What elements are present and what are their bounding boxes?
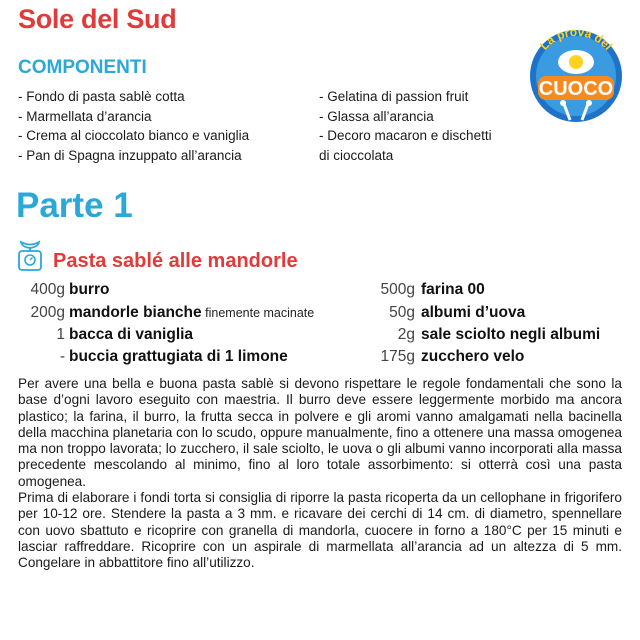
ingredient-name: sale sciolto negli albumi <box>421 326 601 343</box>
ingredient-qty: 2g <box>397 326 415 343</box>
kitchen-scale-icon <box>16 238 44 272</box>
ingredient-qty: 1 <box>56 326 65 343</box>
component-item: - Crema al cioccolato bianco e vaniglia <box>18 128 250 143</box>
component-item: - Glassa all’arancia <box>319 108 434 124</box>
components-heading: COMPONENTI <box>18 57 147 78</box>
ingredient-row <box>360 301 640 325</box>
ingredient-name: zucchero velo <box>421 348 525 365</box>
instructions-paragraph: Prima di elaborare i fondi torta si consiglia di riporre la pasta ricoperta da un cellophane in frigorifero per 10-12 ore. Stendere la pasta a 3 mm. e ricavare dei cerchi di 14 cm. di diametro, spennellare con uovo sbattuto e ricoprire con granella di mandorla, cuocere in forno a 180°C per 15 minuti e lasciar raffreddare. Ricoprire con un aspirale di marmellata all’arancia ad un altezza di 5 mm. Congelare in abbattitore fino all’utilizzo. <box>18 490 622 571</box>
part-heading: Parte 1 <box>16 186 133 225</box>
component-item: - Decoro macaron e dischetti di cioccolata <box>319 128 492 163</box>
components-list-right <box>319 87 529 165</box>
ingredient-qty: 200g <box>30 304 65 321</box>
ingredient-name: mandorle bianche finemente macinate <box>69 304 315 321</box>
page-title: Sole del Sud <box>18 4 177 34</box>
ingredient-note: finemente macinate <box>201 306 315 320</box>
ingredient-name: buccia grattugiata di 1 limone <box>69 348 288 365</box>
ingredient-row <box>360 323 640 347</box>
logo-main-text: CUOCO <box>538 78 614 100</box>
ingredient-qty: 500g <box>380 281 415 298</box>
ingredient-row <box>360 345 640 369</box>
ingredient-name: albumi d’uova <box>421 304 526 321</box>
ingredient-note: sciolto negli albumi <box>455 326 601 343</box>
ingredient-row <box>0 323 360 347</box>
instructions-paragraph: Per avere una bella e buona pasta sablè si devono rispettare le regole fondamentali che sono la base d’ogni lavoro eseguito con maestria. Il burro deve essere leggermente morbido ma ancora plastico; la farina, il burro, la frutta secca in polvere e gli aromi vanno amalgamati nella bacinella della macchina planetaria con lo scudo, oppure manualmente, fino a ottenere una massa omogenea ma non troppo lavorata; lo zucchero, il sale sciolto, le uova o gli albumi vanno incorporati alla massa precedente mescolando al minimo, fino al loro totale assorbimento: si otterrà così una pasta omogenea. <box>18 376 622 489</box>
components-list-left <box>18 87 318 165</box>
ingredient-name: burro <box>69 281 110 298</box>
instructions <box>18 376 622 572</box>
recipe-title: Pasta sablé alle mandorle <box>53 250 298 272</box>
logo-top-text: La prova del <box>537 24 616 53</box>
ingredient-row <box>0 345 360 369</box>
ingredient-name: bacca di vaniglia <box>69 326 194 343</box>
ingredient-qty: 175g <box>380 348 415 365</box>
ingredient-name: farina 00 <box>421 281 485 298</box>
ingredient-qty: 50g <box>389 304 415 321</box>
ingredient-qty: 400g <box>30 281 65 298</box>
component-item: - Marmellata d’arancia <box>18 108 152 124</box>
ingredient-row <box>0 278 360 302</box>
ingredient-qty: - <box>59 348 65 365</box>
la-prova-del-cuoco-logo <box>520 18 632 130</box>
ingredient-row <box>360 278 640 302</box>
component-item: - Pan di Spagna inzuppato all’arancia <box>18 147 242 163</box>
ingredient-row <box>0 301 360 325</box>
component-item: - Gelatina di passion fruit <box>319 89 469 104</box>
component-item: - Fondo di pasta sablè cotta <box>18 89 185 104</box>
